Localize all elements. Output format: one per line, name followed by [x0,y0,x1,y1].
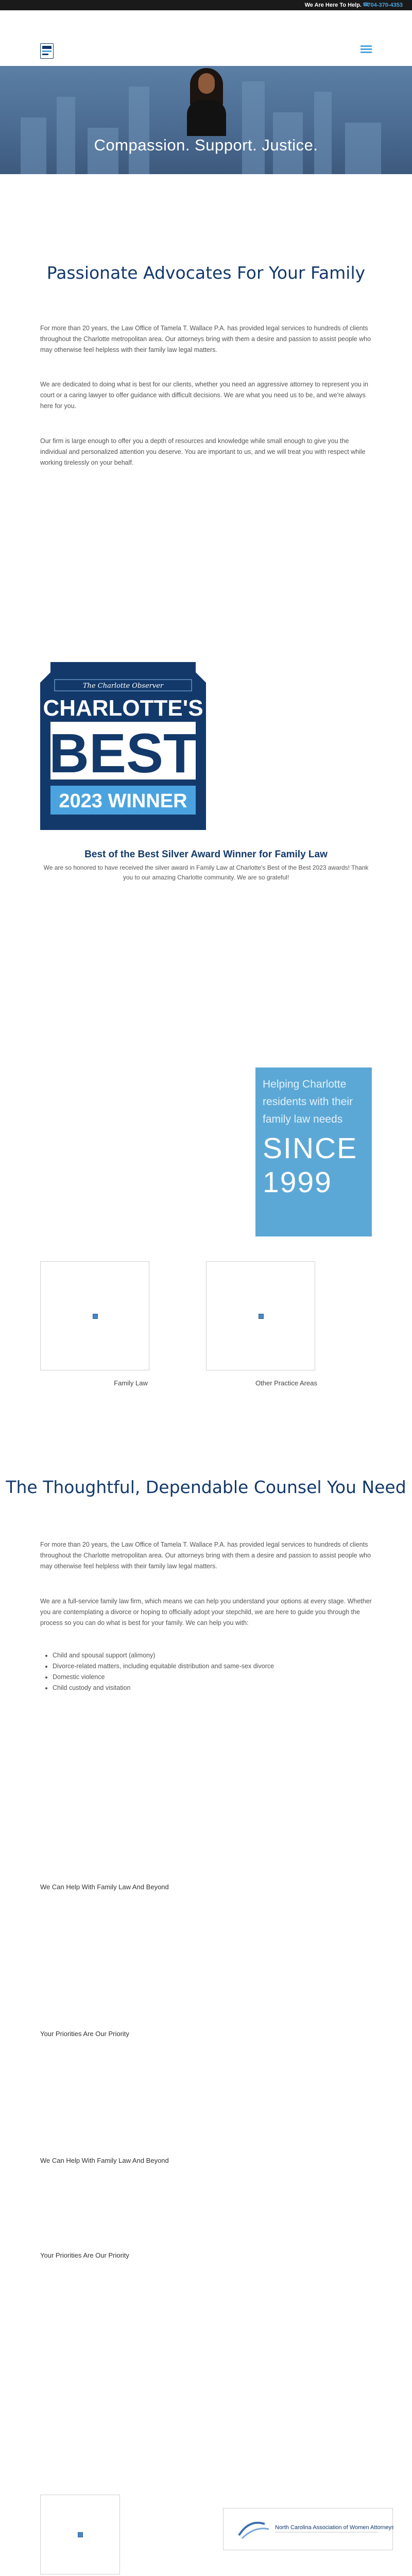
charlottes-best-award-badge [40,662,206,830]
intro-title: Passionate Advocates For Your Family [46,263,366,283]
womens-logo-text: North Carolina Association of Women Attorneys [275,2524,393,2531]
award-text: We are so honored to have received the silver award in Family Law at Charlotte's Best of the Best 2023 awards! Thank you to our amazing Charlotte community. We are so grateful! [43,864,369,881]
award-badge-name: CHARLOTTE'S [43,696,203,721]
top-bar-phone-link[interactable]: 704-370-4353 [367,2,403,8]
list-item: • Divorce-related matters, including equitable distribution and same-sex divorce [53,1661,372,1672]
list-item: • Child and spousal support (alimony) [53,1650,372,1661]
section-heading: We Can Help With Family Law And Beyond [40,2157,169,2164]
hamburger-menu-icon[interactable] [360,45,372,54]
services-list [53,1650,372,1693]
counsel-title: The Thoughtful, Dependable Counsel You Need [6,1477,406,1497]
list-item: • Child custody and visitation [53,1683,372,1693]
intro-paragraph: We are dedicated to doing what is best for our clients, whether you need an aggressive attorney to represent you in court or a caring lawyer to offer guidance with difficult decisions. We are what you need us to be, and we're always here for you. [40,381,368,410]
phone-icon: ☎ [363,2,369,8]
practice-card-other[interactable] [206,1261,315,1370]
image-placeholder [40,2495,120,2574]
firm-logo[interactable] [40,43,54,59]
hero-banner [0,66,412,174]
award-badge-best: BEST [48,722,198,784]
since-1999-box [255,1067,372,1236]
since-year: SINCE 1999 [263,1132,358,1199]
site-header [0,10,412,66]
broken-image-icon [93,1314,98,1319]
section-heading: Your Priorities Are Our Priority [40,2251,129,2259]
nc-women-attorneys-logo [223,2508,393,2550]
practice-card-label[interactable]: Other Practice Areas [255,1379,317,1387]
award-badge-year: 2023 WINNER [59,790,187,812]
practice-card-family-law[interactable] [40,1261,149,1370]
counsel-paragraph: For more than 20 years, the Law Office of Tamela T. Wallace P.A. has provided legal services to hundreds of clients throughout the Charlotte metropolitan area. Our attorneys bring with them a desire and passion to assist people who may otherwise feel helpless with their family law legal matters. [40,1541,371,1570]
award-caption: Best of the Best Silver Award Winner for Family Law [84,849,328,860]
attorney-hero-photo [187,66,226,136]
section-heading: We Can Help With Family Law And Beyond [40,1883,169,1891]
intro-paragraph: For more than 20 years, the Law Office of Tamela T. Wallace P.A. has provided legal services to hundreds of clients throughout the Charlotte metropolitan area. Our attorneys bring with them a desire and passion to assist people who may otherwise feel helpless with their family law legal matters. [40,325,371,353]
section-heading: Your Priorities Are Our Priority [40,2030,129,2038]
award-badge-source: The Charlotte Observer [82,682,164,690]
top-bar [0,0,412,10]
broken-image-icon [259,1314,264,1319]
since-subtitle: Helping Charlotte residents with their family law needs [263,1078,353,1125]
intro-paragraph: Our firm is large enough to offer you a depth of resources and knowledge while small enough to give you the individual and personalized attention you deserve. You are important to us, and we will treat you with respect while working tirelessly on your behalf. [40,437,366,466]
counsel-paragraph: We are a full-service family law firm, which means we can help you understand your options at every stage. Whether you are contemplating a divorce or hoping to officially adopt your stepchild, we are here to guide you through the process so you can do what is best for your family. We can help you with: [40,1598,372,1626]
list-item: • Domestic violence [53,1672,372,1683]
practice-card-label[interactable]: Family Law [114,1379,148,1387]
top-bar-cta: We Are Here To Help. [304,2,362,8]
hero-tagline: Compassion. Support. Justice. [94,136,318,154]
broken-image-icon [78,2532,83,2537]
